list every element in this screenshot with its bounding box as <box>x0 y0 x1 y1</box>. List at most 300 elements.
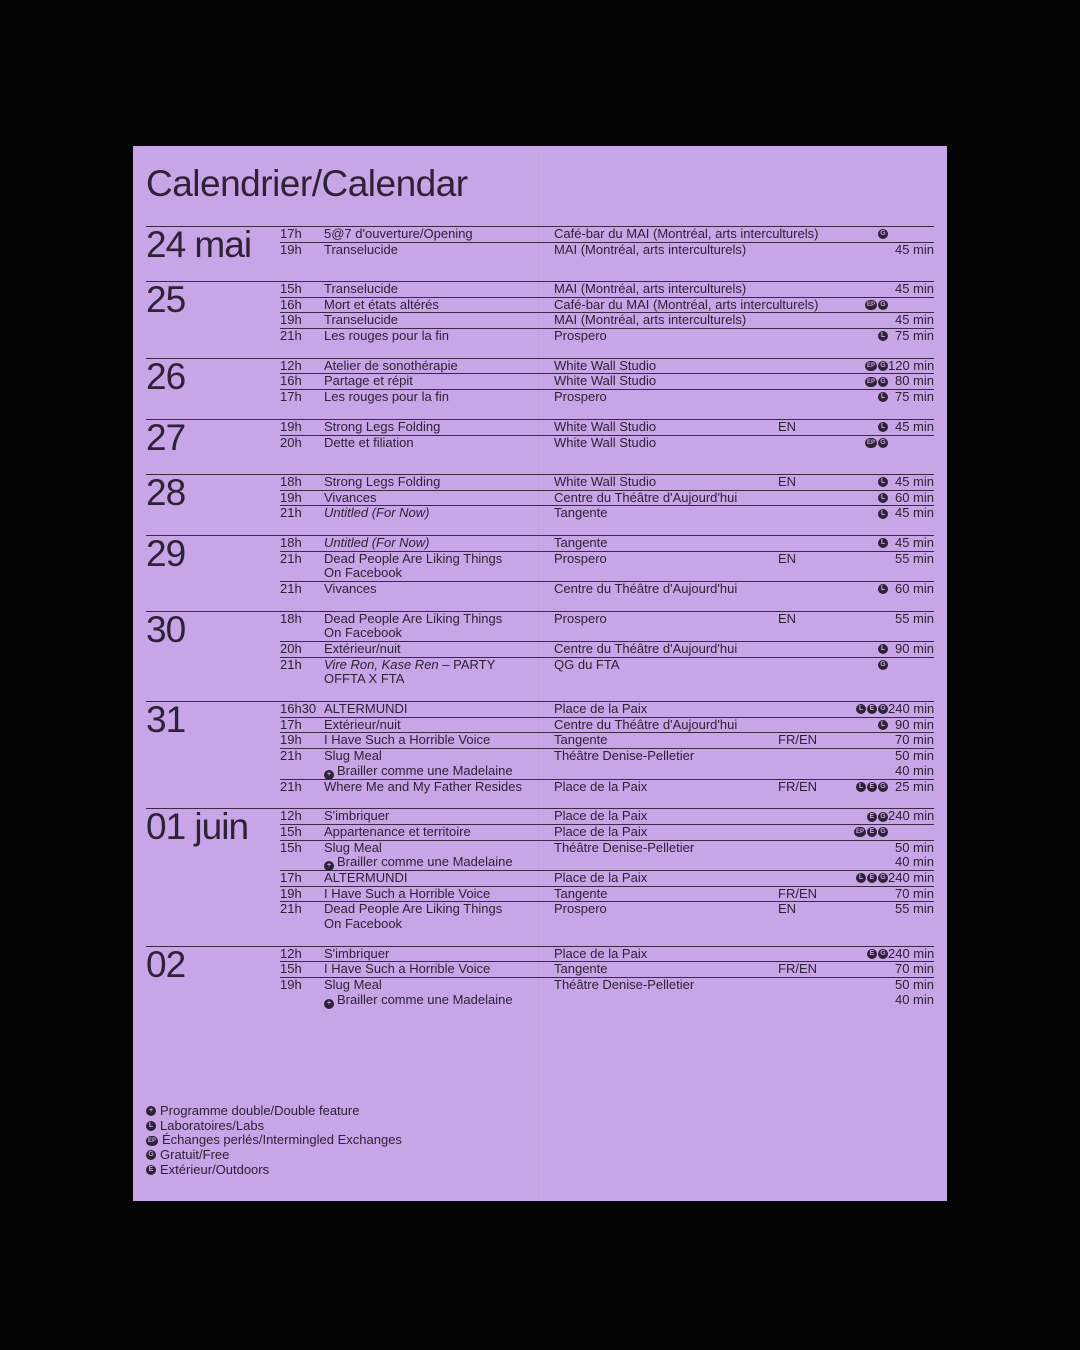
double-feature-icon: + <box>324 999 334 1009</box>
event-venue: Prospero <box>554 550 607 566</box>
event-list <box>280 536 934 597</box>
event-time: 19h <box>280 418 302 434</box>
event-language <box>778 841 838 856</box>
labs-icon: L <box>856 873 866 883</box>
event-language <box>778 702 838 717</box>
event-language <box>778 243 838 258</box>
event-list <box>280 475 934 521</box>
event-duration: 40 min <box>894 854 934 870</box>
event-duration <box>888 436 934 451</box>
event-language: FR/EN <box>778 778 817 794</box>
event-duration: 60 min <box>894 489 934 505</box>
event-venue: White Wall Studio <box>554 357 657 373</box>
labs-icon: L <box>856 782 866 792</box>
free-icon: G <box>878 873 888 883</box>
event-language <box>778 978 838 993</box>
event-language <box>778 374 838 389</box>
event-title-text: Untitled (For Now) <box>324 534 430 550</box>
event-title-italic: Vire Ron, Kase Ren <box>324 656 439 672</box>
event-time <box>280 626 324 641</box>
event-title <box>324 626 554 641</box>
event-title <box>324 871 554 886</box>
event-venue: Prospero <box>554 328 607 344</box>
event-row <box>280 536 934 551</box>
event-title <box>324 436 554 451</box>
event-row <box>280 475 934 490</box>
event-venue: Place de la Paix <box>554 869 648 885</box>
event-title <box>324 825 554 840</box>
day-block <box>146 808 934 932</box>
free-icon: G <box>878 704 888 714</box>
event-time: 21h <box>280 580 302 596</box>
event-title <box>324 491 554 506</box>
event-icons <box>838 329 888 344</box>
event-title-text: I Have Such a Horrible Voice <box>324 732 491 748</box>
event-duration: 120 min <box>888 357 935 373</box>
event-title-text: Slug Meal <box>324 748 382 764</box>
event-title-text: I Have Such a Horrible Voice <box>324 885 491 901</box>
intermingled-exchanges-icon: EP <box>866 439 875 446</box>
event-title-text: OFFTA X FTA <box>324 671 405 687</box>
event-title-text: Vivances <box>324 489 377 505</box>
event-venue: Prospero <box>554 901 607 917</box>
event-language: FR/EN <box>778 732 817 748</box>
event-title <box>324 702 554 717</box>
event-title <box>324 612 554 627</box>
event-language <box>778 764 838 779</box>
event-title-text: On Facebook <box>324 565 403 581</box>
event-icons <box>838 566 888 581</box>
event-venue: Prospero <box>554 610 607 626</box>
free-icon: G <box>146 1150 156 1160</box>
event-time: 18h <box>280 610 302 626</box>
labs-icon: L <box>878 538 888 548</box>
event-title <box>324 749 554 764</box>
outdoors-icon: E <box>867 949 877 959</box>
event-language <box>778 718 838 733</box>
event-title-text: Slug Meal <box>324 977 382 993</box>
event-language: EN <box>778 610 797 626</box>
free-icon: G <box>878 660 888 670</box>
event-language <box>778 313 838 328</box>
event-list <box>280 282 934 344</box>
event-duration <box>888 917 934 932</box>
event-time: 12h <box>280 808 302 824</box>
day-label: 24 mai <box>146 224 252 265</box>
labs-icon: L <box>878 422 888 432</box>
event-title <box>324 718 554 733</box>
event-venue: Théâtre Denise-Pelletier <box>554 977 695 993</box>
event-title <box>324 902 554 917</box>
legend-item <box>146 1119 402 1134</box>
event-duration <box>888 672 934 687</box>
labs-icon: L <box>878 493 888 503</box>
event-title-text: I Have Such a Horrible Voice <box>324 961 491 977</box>
event-venue: MAI (Montréal, arts interculturels) <box>554 241 747 257</box>
outdoors-icon: E <box>867 812 877 822</box>
day-block <box>146 471 934 521</box>
labs-icon: L <box>878 509 888 519</box>
event-time: 21h <box>280 901 302 917</box>
event-duration <box>888 227 934 242</box>
event-icons <box>838 978 888 993</box>
day-block <box>146 608 934 687</box>
event-title <box>324 764 554 779</box>
event-title-text: ALTERMUNDI <box>324 701 408 717</box>
event-row <box>280 977 934 1007</box>
event-icons <box>838 552 888 567</box>
event-venue <box>554 764 778 779</box>
event-title-text: Dead People Are Liking Things <box>324 550 503 566</box>
event-venue: Prospero <box>554 389 607 405</box>
labs-icon: L <box>146 1121 156 1131</box>
event-title <box>324 566 554 581</box>
event-language <box>778 825 838 840</box>
event-venue: Centre du Théâtre d'Aujourd'hui <box>554 641 738 656</box>
event-icons <box>838 902 888 917</box>
event-venue: MAI (Montréal, arts interculturels) <box>554 312 747 328</box>
event-title: Vire Ron, Kase Ren – PARTY <box>324 656 496 672</box>
event-icons <box>838 390 888 405</box>
event-venue: Centre du Théâtre d'Aujourd'hui <box>554 716 738 732</box>
event-venue: Tangente <box>554 534 608 550</box>
event-row <box>280 961 934 977</box>
event-language <box>778 390 838 405</box>
event-language <box>778 749 838 764</box>
event-title-text: Where Me and My Father Resides <box>324 778 522 794</box>
event-icons <box>838 475 888 490</box>
legend-item <box>146 1163 402 1178</box>
event-row <box>280 824 934 840</box>
event-icons <box>838 491 888 506</box>
event-venue: Tangente <box>554 505 608 521</box>
event-venue: White Wall Studio <box>554 418 657 434</box>
outdoors-icon: E <box>867 704 877 714</box>
labs-icon: L <box>878 392 888 402</box>
event-venue: Théâtre Denise-Pelletier <box>554 748 695 764</box>
event-time: 19h <box>280 489 302 505</box>
event-title-text: On Facebook <box>324 625 403 641</box>
event-icons <box>838 506 888 521</box>
event-duration: 90 min <box>894 641 934 656</box>
event-title <box>324 780 554 795</box>
event-row <box>280 282 934 297</box>
event-title-text: Transelucide <box>324 281 398 296</box>
event-title <box>324 506 554 521</box>
event-title <box>324 390 554 405</box>
event-venue: MAI (Montréal, arts interculturels) <box>554 281 747 296</box>
labs-icon: L <box>878 584 888 594</box>
calendar-sheet <box>133 146 947 1201</box>
event-icons <box>838 871 888 886</box>
event-icons <box>838 825 888 840</box>
event-time: 19h <box>280 885 302 901</box>
event-title-text: Brailler comme une Madelaine <box>337 991 513 1007</box>
event-title-text: Transelucide <box>324 241 398 257</box>
event-title <box>324 642 554 657</box>
event-icons <box>838 612 888 627</box>
event-duration: 55 min <box>894 610 934 626</box>
event-time <box>280 566 324 581</box>
event-title-text: S'imbriquer <box>324 808 390 824</box>
legend-text: Gratuit/Free <box>160 1147 230 1163</box>
event-title <box>324 809 554 824</box>
day-label: 29 <box>146 532 186 574</box>
event-icons <box>838 780 888 795</box>
event-duration: 70 min <box>894 732 934 748</box>
event-title-text: Dette et filiation <box>324 434 414 450</box>
event-title-text: Les rouges pour la fin <box>324 389 450 405</box>
event-icons <box>838 809 888 824</box>
event-venue: Place de la Paix <box>554 701 648 717</box>
event-icons <box>838 718 888 733</box>
event-list <box>280 809 934 932</box>
free-icon: G <box>878 827 888 837</box>
event-duration: 45 min <box>894 505 934 521</box>
event-time: 16h <box>280 373 302 389</box>
day-label: 02 <box>146 943 186 985</box>
event-duration <box>888 566 934 581</box>
event-title-text: Vivances <box>324 580 377 596</box>
event-venue: Café-bar du MAI (Montréal, arts interculturels) <box>554 296 819 312</box>
event-title-text: Dead People Are Liking Things <box>324 901 503 917</box>
event-language <box>778 566 838 581</box>
event-icons <box>838 702 888 717</box>
event-title-text: Brailler comme une Madelaine <box>337 762 513 778</box>
event-icons <box>838 582 888 597</box>
event-duration: 70 min <box>894 885 934 901</box>
event-time: 16h30 <box>280 701 317 717</box>
event-language <box>778 298 838 313</box>
event-venue <box>554 672 778 687</box>
event-row <box>280 809 934 824</box>
event-time: 15h <box>280 961 302 977</box>
event-icons <box>838 298 888 313</box>
legend-text: Extérieur/Outdoors <box>160 1161 270 1177</box>
day-label: 25 <box>146 279 186 320</box>
event-title-text: S'imbriquer <box>324 945 390 961</box>
free-icon: G <box>878 300 888 310</box>
event-title-text: Untitled (For Now) <box>324 505 430 521</box>
event-duration: 40 min <box>894 991 934 1007</box>
day-block <box>146 532 934 597</box>
event-language <box>778 436 838 451</box>
event-title <box>324 420 554 435</box>
event-venue: Centre du Théâtre d'Aujourd'hui <box>554 580 738 596</box>
event-title <box>324 359 554 374</box>
event-time <box>280 993 324 1008</box>
event-language <box>778 282 838 297</box>
event-icons <box>838 626 888 641</box>
day-label: 27 <box>146 416 186 458</box>
event-row <box>280 717 934 733</box>
event-language: FR/EN <box>778 885 817 901</box>
event-title <box>324 672 554 687</box>
event-time <box>280 917 324 932</box>
event-title <box>324 582 554 597</box>
event-venue: Place de la Paix <box>554 823 648 839</box>
day-label: 30 <box>146 608 186 650</box>
event-title <box>324 841 554 856</box>
event-duration: 45 min <box>894 418 934 434</box>
legend-item <box>146 1148 402 1163</box>
event-icons <box>838 436 888 451</box>
event-language <box>778 582 838 597</box>
event-language <box>778 536 838 551</box>
event-title <box>324 947 554 962</box>
outdoors-icon: E <box>146 1165 156 1175</box>
event-row <box>280 312 934 328</box>
event-row <box>280 840 934 870</box>
event-row <box>280 779 934 795</box>
day-block <box>146 416 934 460</box>
intermingled-exchanges-icon: EP <box>866 302 875 309</box>
event-time: 21h <box>280 748 302 764</box>
event-title <box>324 475 554 490</box>
event-title-text: Dead People Are Liking Things <box>324 610 503 626</box>
event-time: 21h <box>280 328 302 344</box>
event-title-text: Atelier de sonothérapie <box>324 357 458 373</box>
event-row <box>280 886 934 902</box>
event-title-text: Transelucide <box>324 312 398 328</box>
intermingled-exchanges-icon: EP <box>147 1137 156 1144</box>
event-time: 19h <box>280 312 302 328</box>
event-row <box>280 490 934 506</box>
event-language <box>778 672 838 687</box>
event-row <box>280 702 934 717</box>
event-title <box>324 536 554 551</box>
event-icons <box>838 749 888 764</box>
free-icon: G <box>878 782 888 792</box>
event-language <box>778 506 838 521</box>
event-icons <box>838 917 888 932</box>
event-venue: Théâtre Denise-Pelletier <box>554 839 695 855</box>
event-duration: 45 min <box>894 241 934 257</box>
event-venue <box>554 855 778 870</box>
event-list <box>280 612 934 687</box>
event-row <box>280 389 934 405</box>
event-language <box>778 855 838 870</box>
event-title <box>324 243 554 258</box>
event-duration: 70 min <box>894 961 934 977</box>
event-duration: 25 min <box>894 778 934 794</box>
event-icons <box>838 536 888 551</box>
event-time <box>280 672 324 687</box>
page-title: Calendrier/Calendar <box>146 163 468 204</box>
labs-icon: L <box>878 644 888 654</box>
event-title-text: Brailler comme une Madelaine <box>337 854 513 870</box>
intermingled-exchanges-icon: EP <box>866 378 875 385</box>
event-title-text: ALTERMUNDI <box>324 869 408 885</box>
event-icons <box>838 374 888 389</box>
event-title <box>324 887 554 902</box>
event-duration <box>888 298 934 313</box>
event-time: 21h <box>280 550 302 566</box>
event-icons <box>838 841 888 856</box>
event-icons <box>838 282 888 297</box>
outdoors-icon: E <box>867 827 877 837</box>
event-duration: 75 min <box>894 328 934 344</box>
event-time: 12h <box>280 945 302 961</box>
event-title <box>324 374 554 389</box>
event-row <box>280 581 934 597</box>
event-language <box>778 917 838 932</box>
event-venue: Centre du Théâtre d'Aujourd'hui <box>554 489 738 505</box>
event-list <box>280 359 934 405</box>
event-language: FR/EN <box>778 961 817 977</box>
event-row <box>280 435 934 451</box>
event-row <box>280 870 934 886</box>
event-venue <box>554 917 778 932</box>
event-duration: 240 min <box>888 869 935 885</box>
event-row <box>280 242 934 258</box>
event-language <box>778 871 838 886</box>
event-venue: Place de la Paix <box>554 808 648 824</box>
event-duration: 45 min <box>894 281 934 296</box>
event-time: 12h <box>280 357 302 373</box>
event-duration: 45 min <box>894 312 934 328</box>
event-title <box>324 227 554 242</box>
event-time: 20h <box>280 434 302 450</box>
event-list <box>280 420 934 450</box>
event-time: 21h <box>280 778 302 794</box>
event-time: 17h <box>280 226 302 241</box>
outdoors-icon: E <box>867 782 877 792</box>
labs-icon: L <box>878 477 888 487</box>
event-row <box>280 227 934 242</box>
event-duration: 50 min <box>894 977 934 993</box>
event-row <box>280 657 934 687</box>
event-venue <box>554 993 778 1008</box>
event-icons <box>838 962 888 977</box>
event-duration: 240 min <box>888 701 935 717</box>
event-title <box>324 733 554 748</box>
event-time: 19h <box>280 732 302 748</box>
event-venue <box>554 566 778 581</box>
event-language <box>778 227 838 242</box>
event-time: 19h <box>280 241 302 257</box>
event-title <box>324 917 554 932</box>
event-icons <box>838 855 888 870</box>
event-list <box>280 227 934 257</box>
event-venue: White Wall Studio <box>554 373 657 389</box>
event-title-text: 5@7 d'ouverture/Opening <box>324 226 473 241</box>
intermingled-exchanges-icon: EP <box>866 363 875 370</box>
event-row <box>280 612 934 641</box>
event-title-text: Strong Legs Folding <box>324 418 441 434</box>
event-icons <box>838 243 888 258</box>
event-title <box>324 993 554 1008</box>
event-duration: 45 min <box>894 473 934 489</box>
event-duration: 240 min <box>888 945 935 961</box>
event-time: 18h <box>280 473 302 489</box>
event-icons <box>838 887 888 902</box>
event-time: 21h <box>280 505 302 521</box>
event-venue: Place de la Paix <box>554 945 648 961</box>
event-icons <box>838 764 888 779</box>
outdoors-icon: E <box>867 873 877 883</box>
event-time: 17h <box>280 716 302 732</box>
day-label: 31 <box>146 699 186 741</box>
legend-text: Programme double/Double feature <box>160 1103 360 1118</box>
event-row <box>280 732 934 748</box>
event-title <box>324 962 554 977</box>
event-list <box>280 702 934 794</box>
legend <box>146 1104 402 1178</box>
event-time: 21h <box>280 656 302 672</box>
event-row <box>280 359 934 374</box>
event-title-text: Appartenance et territoire <box>324 823 471 839</box>
